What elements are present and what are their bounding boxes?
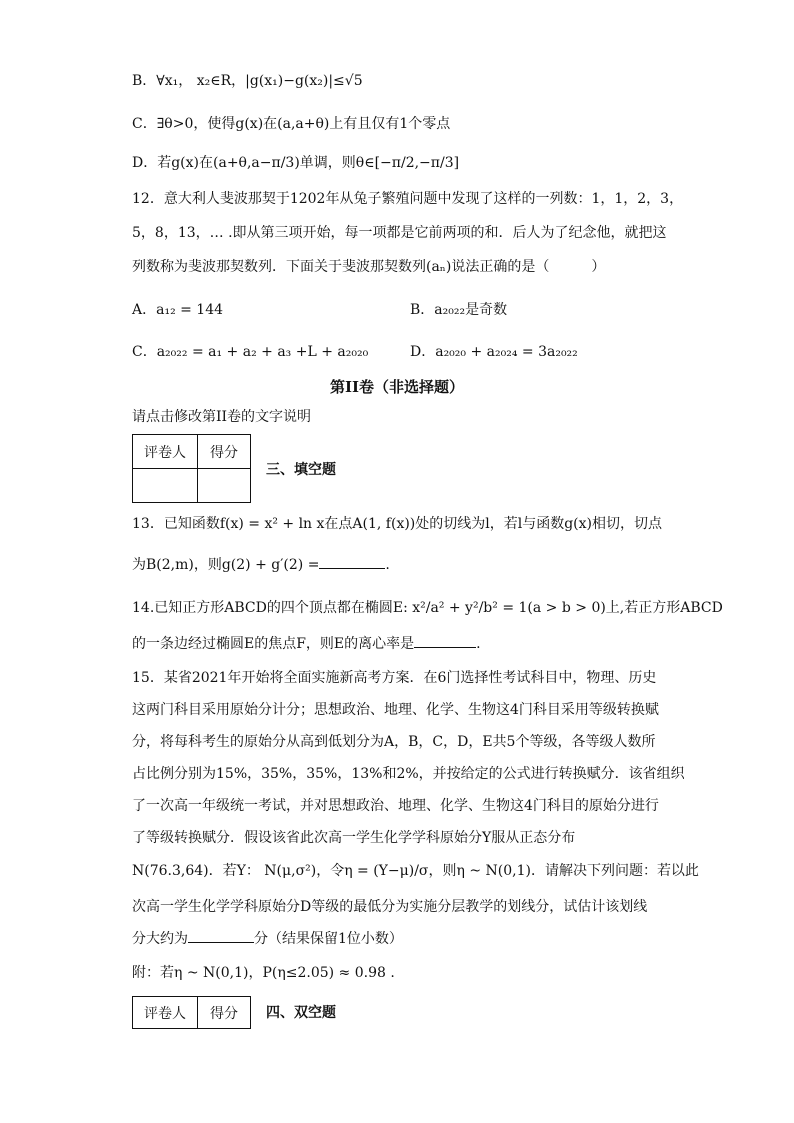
score-header-2: 得分 [198, 997, 251, 1029]
q13-period: . [385, 557, 390, 573]
q12-option-b: B．a₂₀₂₂是奇数 [410, 302, 508, 318]
q15-line-3: 分，将每科考生的原始分从高到低划分为A，B，C，D，E共5个等级，各等级人数所 [132, 734, 656, 750]
q13-line-2 [132, 554, 390, 576]
q15-line-9 [132, 928, 403, 950]
q13-line-2-text: 为B(2,m)，则g(2) + g′(2) = [132, 557, 320, 573]
q15-line-4: 占比例分别为15%，35%，35%，13%和2%，并按给定的公式进行转换赋分．该省组织 [132, 766, 685, 782]
q13-answer-blank[interactable] [319, 554, 385, 569]
q12-option-a: A．a₁₂ = 144 [132, 302, 224, 318]
score-header: 得分 [198, 435, 251, 469]
q11-option-b: B．∀x₁， x₂∈R，|g(x₁)−g(x₂)|≤√5 [132, 73, 363, 89]
q15-appendix: 附：若η ~ N(0,1)，P(η≤2.05) ≈ 0.98 . [132, 965, 395, 981]
score-table-section3 [132, 434, 251, 503]
q15-line-1: 15．某省2021年开始将全面实施新高考方案．在6门选择性考试科目中，物理、历史 [132, 670, 657, 686]
q12-stem-line-2: 5，8，13，… .即从第三项开始，每一项都是它前两项的和．后人为了纪念他，就把这 [132, 225, 667, 241]
score-cell[interactable] [198, 469, 251, 503]
q12-stem-line-3: 列数称为斐波那契数列．下面关于斐波那契数列(aₙ)说法正确的是（ ） [132, 259, 606, 275]
q15-answer-blank[interactable] [188, 928, 254, 943]
q14-line-2 [132, 633, 481, 655]
section4-label: 四、双空题 [266, 1005, 336, 1021]
q12-stem-line-1: 12．意大利人斐波那契于1202年从兔子繁殖问题中发现了这样的一列数：1，1，2，3， [132, 191, 684, 207]
part2-title: 第II卷（非选择题） [329, 378, 465, 396]
q14-answer-blank[interactable] [414, 633, 476, 648]
q11-option-c: C．∃θ>0，使得g(x)在(a,a+θ)上有且仅有1个零点 [132, 116, 451, 132]
score-table-section4 [132, 996, 251, 1029]
q11-option-d: D．若g(x)在(a+θ,a−π/3)单调，则θ∈[−π/2,−π/3] [132, 155, 460, 171]
q15-line-9-tail: 分（结果保留1位小数） [254, 931, 403, 947]
q13-line-1: 13．已知函数f(x) = x² + ln x在点A(1, f(x))处的切线为l，若l与函数g(x)相切，切点 [132, 516, 663, 532]
q12-option-d: D．a₂₀₂₀ + a₂₀₂₄ = 3a₂₀₂₂ [410, 344, 578, 360]
q15-line-5: 了一次高一年级统一考试，并对思想政治、地理、化学、生物这4门科目的原始分进行 [132, 798, 659, 814]
q15-line-7: N(76.3,64)．若Y： N(μ,σ²)，令η = (Y−μ)/σ，则η ~ N(0,1)．请解决下列问题：若以此 [132, 863, 699, 879]
q14-line-1: 14.已知正方形ABCD的四个顶点都在椭圆E: x²/a² + y²/b² = 1(a > b > 0)上,若正方形ABCD [132, 600, 723, 616]
q15-line-9-text: 分大约为 [132, 931, 188, 947]
q14-period: . [476, 636, 481, 652]
q15-line-6: 了等级转换赋分．假设该省此次高一学生化学学科原始分Y服从正态分布 [132, 830, 576, 846]
reviewer-header: 评卷人 [133, 435, 198, 469]
q15-line-2: 这两门科目采用原始分计分；思想政治、地理、化学、生物这4门科目采用等级转换赋 [132, 702, 659, 718]
q15-line-8: 次高一学生化学学科原始分D等级的最低分为实施分层教学的划线分，试估计该划线 [132, 899, 648, 915]
part2-note: 请点击修改第II卷的文字说明 [132, 409, 312, 425]
reviewer-header-2: 评卷人 [133, 997, 198, 1029]
q12-option-c: C．a₂₀₂₂ = a₁ + a₂ + a₃ +L + a₂₀₂₀ [132, 344, 369, 360]
q14-line-2-text: 的一条边经过椭圆E的焦点F，则E的离心率是 [132, 636, 415, 652]
reviewer-cell[interactable] [133, 469, 198, 503]
section3-label: 三、填空题 [266, 462, 336, 478]
